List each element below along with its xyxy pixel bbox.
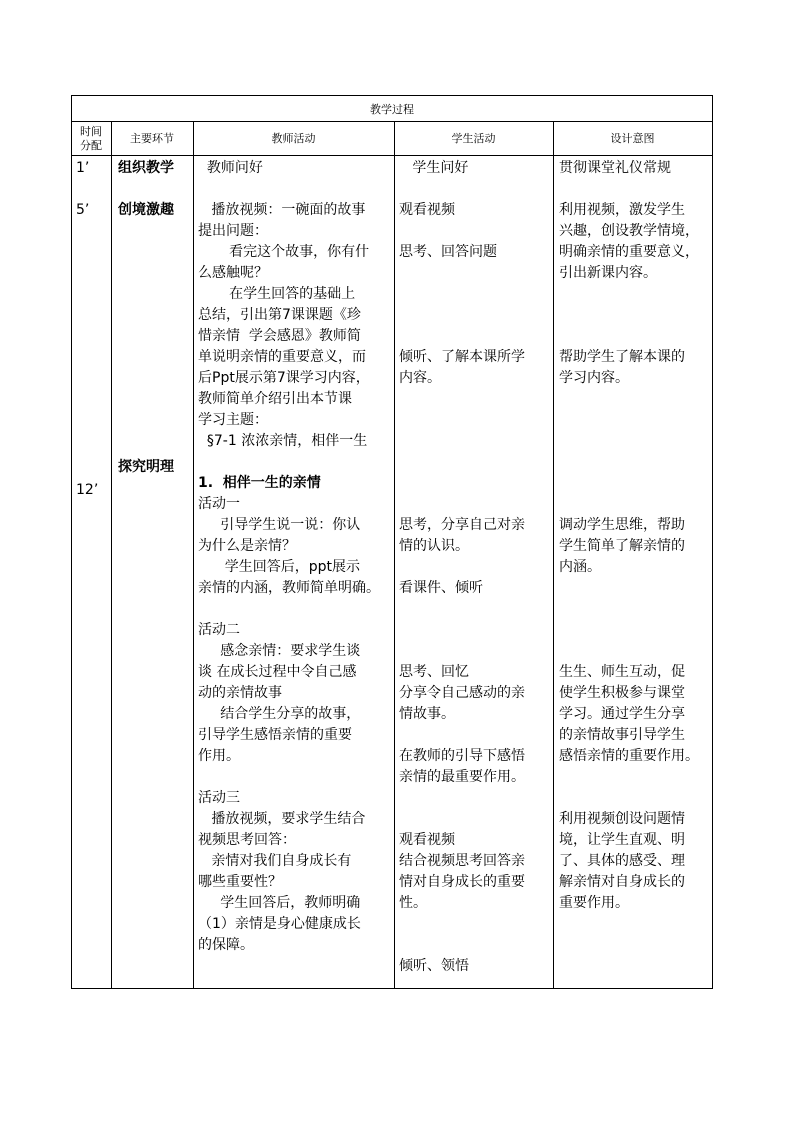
design-intent-line: 重要作用。 bbox=[559, 895, 629, 911]
header-stage: 主要环节 bbox=[130, 132, 174, 145]
header-intent: 设计意图 bbox=[610, 132, 655, 145]
header-time bbox=[71, 125, 111, 153]
teacher-activity-line: 后Ppt展示第7课学习内容， bbox=[198, 370, 370, 386]
student-activity-line: 思考、回忆 bbox=[399, 664, 469, 680]
table-rule-title bbox=[71, 121, 713, 122]
student-activity-line: 情故事。 bbox=[399, 706, 455, 722]
table-rule-col4 bbox=[553, 121, 554, 989]
teacher-activity-line: 亲情对我们自身成长有 bbox=[198, 853, 352, 869]
stage-cell: 探究明理 bbox=[118, 459, 174, 475]
student-activity-line: 学生问好 bbox=[399, 160, 469, 176]
teacher-activity-line: 结合学生分享的故事， bbox=[198, 706, 361, 722]
teacher-activity-line: 亲情的内涵，教师简单明确。 bbox=[198, 580, 380, 596]
teacher-activity-line: 在学生回答的基础上 bbox=[198, 286, 356, 302]
design-intent-line: 兴趣，创设教学情境， bbox=[559, 223, 699, 239]
design-intent-line: 学生简单了解亲情的 bbox=[559, 538, 685, 554]
student-activity-line: 在教师的引导下感悟 bbox=[399, 748, 525, 764]
teacher-activity-line: 为什么是亲情？ bbox=[198, 538, 296, 554]
design-intent-line: 学习内容。 bbox=[559, 370, 629, 386]
teacher-activity-line: 么感触呢？ bbox=[198, 265, 268, 281]
design-intent-line: 利用视频，激发学生 bbox=[559, 202, 685, 218]
teacher-activity-line: 提出问题： bbox=[198, 223, 268, 239]
design-intent-line: 的亲情故事引导学生 bbox=[559, 727, 685, 743]
teacher-activity-line: §7-1 浓浓亲情，相伴一生 bbox=[198, 433, 368, 449]
teacher-activity-line: 的保障。 bbox=[198, 937, 254, 953]
student-activity-line: 亲情的最重要作用。 bbox=[399, 769, 525, 785]
table-rule-top bbox=[71, 95, 713, 96]
teacher-activity-line: 教师简单介绍引出本节课 bbox=[198, 391, 352, 407]
teacher-activity-line: （1）亲情是身心健康成长 bbox=[198, 916, 361, 932]
student-activity-line: 观看视频 bbox=[399, 202, 455, 218]
teacher-activity-line: 教师问好 bbox=[198, 160, 263, 176]
teacher-activity-line: 看完这个故事，你有什 bbox=[198, 244, 370, 260]
student-activity-line: 思考、回答问题 bbox=[399, 244, 497, 260]
student-activity-line: 性。 bbox=[399, 895, 427, 911]
student-activity-line: 内容。 bbox=[399, 370, 441, 386]
teacher-activity-line: 学生回答后，教师明确 bbox=[198, 895, 361, 911]
teacher-activity-line: 活动一 bbox=[198, 496, 240, 512]
teacher-activity-line: 播放视频：一碗面的故事 bbox=[198, 202, 366, 218]
design-intent-line: 使学生积极参与课堂 bbox=[559, 685, 685, 701]
student-activity-line: 情的认识。 bbox=[399, 538, 469, 554]
design-intent-line: 感悟亲情的重要作用。 bbox=[559, 748, 699, 764]
student-activity-line: 倾听、了解本课所学 bbox=[399, 349, 525, 365]
design-intent-line: 内涵。 bbox=[559, 559, 601, 575]
teacher-activity-line: 感念亲情：要求学生谈 bbox=[198, 643, 361, 659]
header-time-line2: 分配 bbox=[80, 139, 102, 152]
design-intent-line: 帮助学生了解本课的 bbox=[559, 349, 685, 365]
teacher-activity-line: 视频思考回答： bbox=[198, 832, 296, 848]
teacher-activity-line: 活动三 bbox=[198, 790, 240, 806]
teacher-activity-line: 总结，引出第7课课题《珍 bbox=[198, 307, 361, 323]
lesson-table bbox=[71, 95, 713, 989]
teacher-activity-line: 引导学生感悟亲情的重要 bbox=[198, 727, 352, 743]
design-intent-line: 了、具体的感受、理 bbox=[559, 853, 685, 869]
design-intent-line: 调动学生思维，帮助 bbox=[559, 517, 685, 533]
design-intent-line: 贯彻课堂礼仪常规 bbox=[559, 160, 671, 176]
student-activity-line: 分享令自己感动的亲 bbox=[399, 685, 525, 701]
stage-cell: 创境激趣 bbox=[118, 202, 174, 218]
teacher-activity-line: 学习主题： bbox=[198, 412, 268, 428]
teacher-activity-line: 单说明亲情的重要意义，而 bbox=[198, 349, 366, 365]
design-intent-line: 生生、师生互动，促 bbox=[559, 664, 685, 680]
table-rule-right bbox=[712, 95, 713, 989]
student-activity-line: 看课件、倾听 bbox=[399, 580, 483, 596]
teacher-activity-line: 动的亲情故事 bbox=[198, 685, 282, 701]
student-activity-line: 观看视频 bbox=[399, 832, 455, 848]
table-rule-col3 bbox=[394, 121, 395, 989]
student-activity-line: 结合视频思考回答亲 bbox=[399, 853, 525, 869]
time-cell: 1’ bbox=[76, 160, 90, 176]
table-rule-bottom bbox=[71, 988, 713, 989]
design-intent-line: 境，让学生直观、明 bbox=[559, 832, 685, 848]
design-intent-line: 解亲情对自身成长的 bbox=[559, 874, 685, 890]
stage-cell: 组织教学 bbox=[118, 160, 174, 176]
teacher-activity-line: 哪些重要性？ bbox=[198, 874, 282, 890]
teacher-activity-line: 播放视频，要求学生结合 bbox=[198, 811, 366, 827]
student-activity-line: 思考，分享自己对亲 bbox=[399, 517, 525, 533]
table-rule-col1 bbox=[111, 121, 112, 989]
header-time-line1: 时间 bbox=[80, 125, 102, 138]
header-student: 学生活动 bbox=[451, 132, 496, 145]
table-title: 教学过程 bbox=[370, 103, 414, 116]
student-activity-line: 倾听、领悟 bbox=[399, 958, 469, 974]
teacher-activity-line: 活动二 bbox=[198, 622, 240, 638]
design-intent-line: 学习。通过学生分享 bbox=[559, 706, 685, 722]
teacher-activity-line: 1. 相伴一生的亲情 bbox=[198, 475, 321, 491]
teacher-activity-line: 作用。 bbox=[198, 748, 240, 764]
teacher-activity-line: 引导学生说一说：你认 bbox=[198, 517, 361, 533]
design-intent-line: 引出新课内容。 bbox=[559, 265, 657, 281]
table-rule-header bbox=[71, 155, 713, 156]
teacher-activity-line: 惜亲情 学会感恩》教师简 bbox=[198, 328, 361, 344]
design-intent-line: 明确亲情的重要意义， bbox=[559, 244, 699, 260]
design-intent-line: 利用视频创设问题情 bbox=[559, 811, 685, 827]
table-rule-col2 bbox=[193, 121, 194, 989]
table-rule-left bbox=[71, 95, 72, 989]
header-teacher: 教师活动 bbox=[271, 132, 316, 145]
time-cell: 12’ bbox=[76, 482, 99, 498]
time-cell: 5’ bbox=[76, 202, 90, 218]
teacher-activity-line: 谈 在成长过程中令自己感 bbox=[198, 664, 357, 680]
teacher-activity-line: 学生回答后，ppt展示 bbox=[198, 559, 360, 575]
student-activity-line: 情对自身成长的重要 bbox=[399, 874, 525, 890]
